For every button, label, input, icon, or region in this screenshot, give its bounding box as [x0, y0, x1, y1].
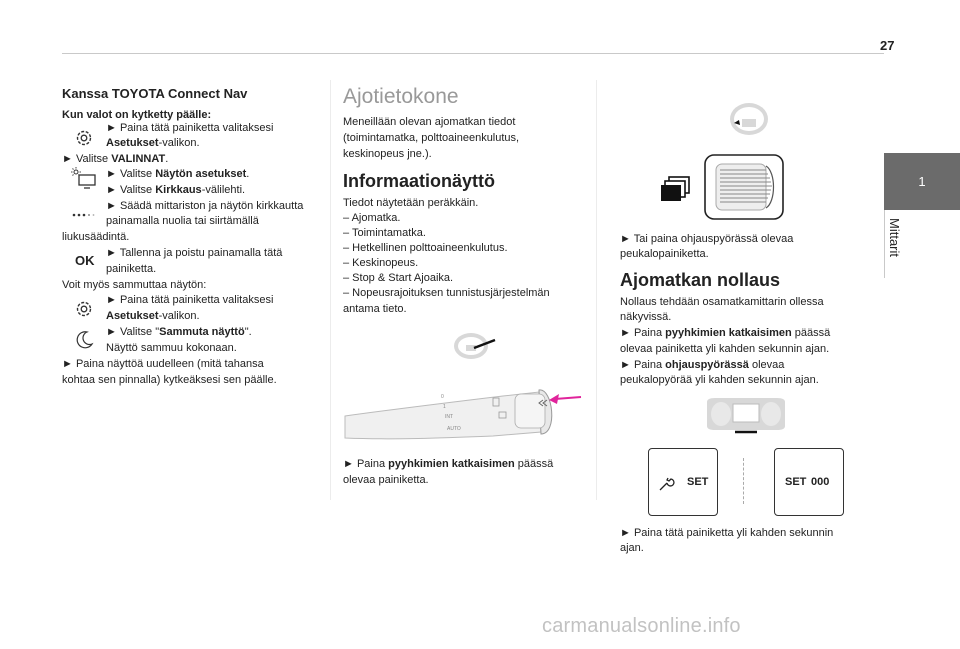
set-digits: 000 — [811, 476, 830, 488]
text-line: ► Tai paina ohjauspyörässä olevaa — [620, 233, 794, 245]
text-line: painamalla nuolia tai siirtämällä — [106, 215, 259, 227]
text-line: ► Paina pyyhkimien katkaisimen päässä — [343, 458, 554, 470]
wiper-stalk-illustration — [343, 378, 585, 450]
subheading-lights: Kun valot on kytketty päälle: — [62, 109, 212, 121]
text-line: Meneillään olevan ajomatkan tiedot — [343, 116, 516, 128]
text-line: ► Paina tätä painiketta yli kahden sekunnin — [620, 527, 834, 539]
brightness-display-icon — [70, 167, 98, 191]
text-line: ► Valitse Kirkkaus-välilehti. — [106, 184, 246, 196]
text-line: näkyvissä. — [620, 311, 672, 323]
column-separator — [596, 80, 597, 500]
moon-icon — [74, 330, 94, 350]
wrench-icon — [657, 475, 675, 493]
set-label: SET — [687, 476, 709, 488]
stalk-label: 1 — [443, 404, 446, 410]
text-line: – Ajomatka. — [343, 212, 401, 224]
chapter-label — [886, 210, 906, 280]
text-line: – Nopeusrajoituksen tunnistusjärjestelmän — [343, 287, 550, 299]
text-line: kohtaa sen pinnalla) kytkeäksesi sen päälle. — [62, 374, 277, 386]
text-line: keskinopeus jne.). — [343, 148, 432, 160]
text-line: ► Tallenna ja poistu painamalla tätä — [106, 247, 283, 259]
text-line: – Keskinopeus. — [343, 257, 419, 269]
trip-reset-set-button[interactable] — [774, 448, 844, 516]
text-line: ► Valitse "Sammuta näyttö". — [106, 326, 252, 338]
text-line: – Stop & Start Ajoaika. — [343, 272, 454, 284]
text-line: ► Paina ohjauspyörässä olevaa — [620, 359, 785, 371]
text-line: ► Paina tätä painiketta valitaksesi — [106, 294, 274, 306]
trip-reset-wrench-button[interactable] — [648, 448, 718, 516]
text-line: ► Paina näyttöä uudelleen (mitä tahansa — [62, 358, 264, 370]
multi-screen-icon — [660, 176, 692, 204]
text-line: Nollaus tehdään osamatkamittarin ollessa — [620, 296, 824, 308]
text-line: Tiedot näytetään peräkkäin. — [343, 197, 479, 209]
text-line: ► Valitse Näytön asetukset. — [106, 168, 250, 180]
steering-wheel-icon — [452, 328, 498, 362]
text-line: Asetukset-valikon. — [106, 310, 200, 322]
text-line: antama tieto. — [343, 303, 407, 315]
thumbwheel-icon[interactable] — [704, 154, 784, 220]
text-line: olevaa painiketta. — [343, 474, 429, 486]
text-line: ► Paina pyyhkimien katkaisimen päässä — [620, 327, 831, 339]
chapter-label-text: Mittarit — [887, 218, 902, 257]
page-title: Ajotietokone — [343, 85, 459, 108]
watermark: carmanualsonline.info — [542, 615, 741, 637]
set-label: SET — [785, 476, 807, 488]
steering-wheel-icon — [728, 101, 770, 137]
text-line: peukalopyörää yli kahden sekunnin ajan. — [620, 374, 819, 386]
top-rule — [62, 53, 884, 54]
ok-icon: OK — [75, 253, 95, 268]
text-line: – Hetkellinen polttoaineenkulutus. — [343, 242, 508, 254]
gear-icon — [74, 128, 94, 148]
text-line: painiketta. — [106, 263, 157, 275]
chapter-tab[interactable]: 1 — [884, 153, 960, 210]
divider-dashed — [743, 458, 745, 504]
text-line: ► Valitse VALINNAT. — [62, 153, 169, 165]
text-line: (toimintamatka, polttoaineenkulutus, — [343, 132, 520, 144]
stalk-label: 0 — [441, 394, 444, 400]
text-line: Asetukset-valikon. — [106, 137, 200, 149]
text-line: ajan. — [620, 542, 644, 554]
text-line: liukusäädintä. — [62, 231, 130, 243]
text-line: ► Säädä mittariston ja näytön kirkkautta — [106, 200, 304, 212]
dots-slider-icon — [72, 210, 96, 220]
side-divider — [884, 210, 885, 278]
text-line: ► Paina tätä painiketta valitaksesi — [106, 122, 274, 134]
text-line: olevaa painiketta yli kahden sekunnin ajan. — [620, 343, 830, 355]
section-heading-trip-reset: Ajomatkan nollaus — [620, 270, 781, 290]
instrument-cluster-icon — [703, 396, 789, 436]
column-separator — [330, 80, 331, 500]
text-line: peukalopainiketta. — [620, 248, 709, 260]
section-heading-info-display: Informaationäyttö — [343, 171, 496, 191]
stalk-label: AUTO — [447, 426, 461, 432]
page-number: 27 — [880, 38, 895, 53]
text-line: – Toimintamatka. — [343, 227, 426, 239]
text-line: Näyttö sammuu kokonaan. — [106, 342, 237, 354]
section-heading-connect-nav: Kanssa TOYOTA Connect Nav — [62, 86, 248, 101]
stalk-label: INT — [445, 414, 454, 420]
gear-icon — [74, 299, 94, 319]
text-line: Voit myös sammuttaa näytön: — [62, 279, 207, 291]
